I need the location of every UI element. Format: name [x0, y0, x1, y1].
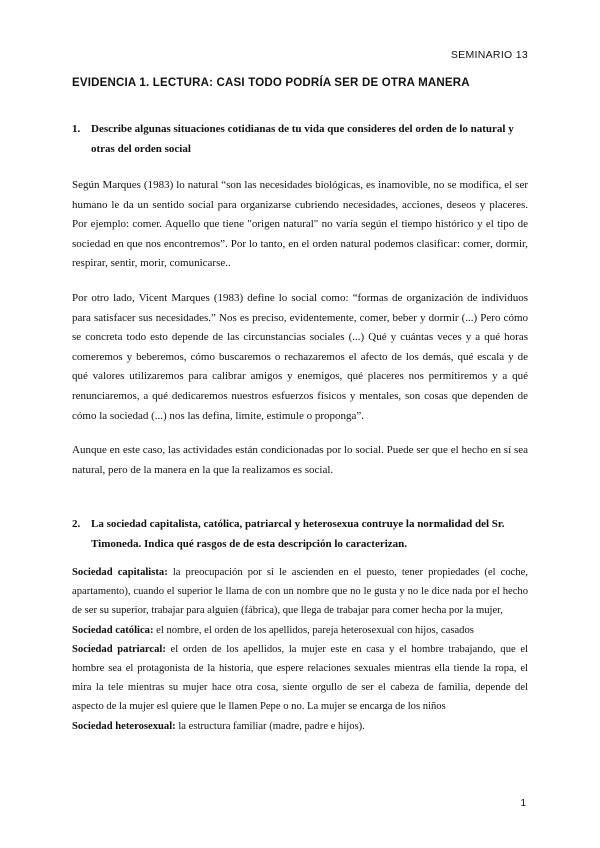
paragraph-social: Por otro lado, Vicent Marques (1983) define lo social como: “formas de organización de individuos para satisfacer sus necesidades.” Nos es preciso, evidentemente, comer, beber y dormir (...) Pero cómo se concreta todo esto depende de las circunstancias sociales (...) Qué y cuántas veces y a qué horas comeremos y beberemos, cómo buscaremos o rechazaremos el afecto de los demás, qué escala y de qué valores utilizaremos para calibrar amigos y enemigos, qué placeres nos permitiremos y a qué renunciaremos, a qué dedicaremos nuestros esfuerzos físicos y mentales, son cosas que dependen de cómo la sociedad (...) nos las defina, limite, estimule o proponga”. [72, 292, 528, 422]
page-number: 1 [520, 798, 526, 809]
society-text: la preocupación por si le ascienden en el puesto, tener propiedades (el coche, apartamento), cuando el superior le llama de con un nombre que no le gusta y no le dice nada por el hecho de ser su superior, trabajar para alguien (fábrica), que llega de trabajar para comer hecha por la mujer, [72, 567, 528, 617]
society-patriarchal [72, 640, 528, 717]
society-label: Sociedad patriarcal: [72, 643, 166, 655]
question-1-number: 1. [72, 123, 81, 135]
question-2-number: 2. [72, 518, 81, 530]
society-catholic [72, 621, 528, 640]
society-heterosexual [72, 717, 528, 736]
question-1-text: Describe algunas situaciones cotidianas de tu vida que consideres del orden de lo natural y otras del orden social [91, 123, 514, 155]
society-capitalist [72, 563, 528, 621]
society-label: Sociedad católica: [72, 624, 154, 636]
question-1 [72, 119, 531, 159]
seminar-header: SEMINARIO 13 [450, 49, 528, 61]
paragraph-natural: Según Marques (1983) lo natural “son las necesidades biológicas, es inamovible, no se modifica, el ser humano le da un sentido social para organizarse cubriendo necesidades, acciones, deseos y placeres. Por ejemplo: comer. Aquello que tiene "origen natural" no varía según el tiempo histórico y el tipo de sociedad en que nos encontremos”. Por lo tanto, en el orden natural podemos clasificar: comer, dormir, respirar, sentir, morir, comunicarse.. [72, 179, 528, 270]
society-text: el orden de los apellidos, la mujer este en casa y el hombre trabajando, que el hombre sea el protagonista de la historia, que espere relaciones sexuales mientras ella tiende la ropa, el mira la tele mientras su mujer hace otra cosa, siente orgullo de ser el cabeza de familia, depende del aspecto de la mujer esl quiere que le llamen Pepe o no. La mujer se encarga de los niños [72, 643, 528, 713]
society-label: Sociedad capitalista: [72, 567, 168, 578]
document-title: EVIDENCIA 1. LECTURA: CASI TODO PODRÍA SER DE OTRA MANERA [72, 77, 470, 89]
society-label: Sociedad heterosexual: [72, 720, 176, 732]
society-text: el nombre, el orden de los apellidos, pareja heterosexual con hijos, casados [153, 624, 474, 636]
paragraph-conclusion: Aunque en este caso, las actividades están condicionadas por lo social. Puede ser que el hecho en sí sea natural, pero de la manera en la que la realizamos es social. [72, 444, 528, 476]
question-2-text: La sociedad capitalista, católica, patriarcal y heterosexua contruye la normalidad del Sr. Timoneda. Indica qué rasgos de de esta descripción lo caracterizan. [91, 518, 505, 550]
society-text: la estructura familiar (madre, padre e hijos). [175, 720, 365, 732]
society-list [72, 563, 528, 736]
question-2 [72, 514, 531, 554]
